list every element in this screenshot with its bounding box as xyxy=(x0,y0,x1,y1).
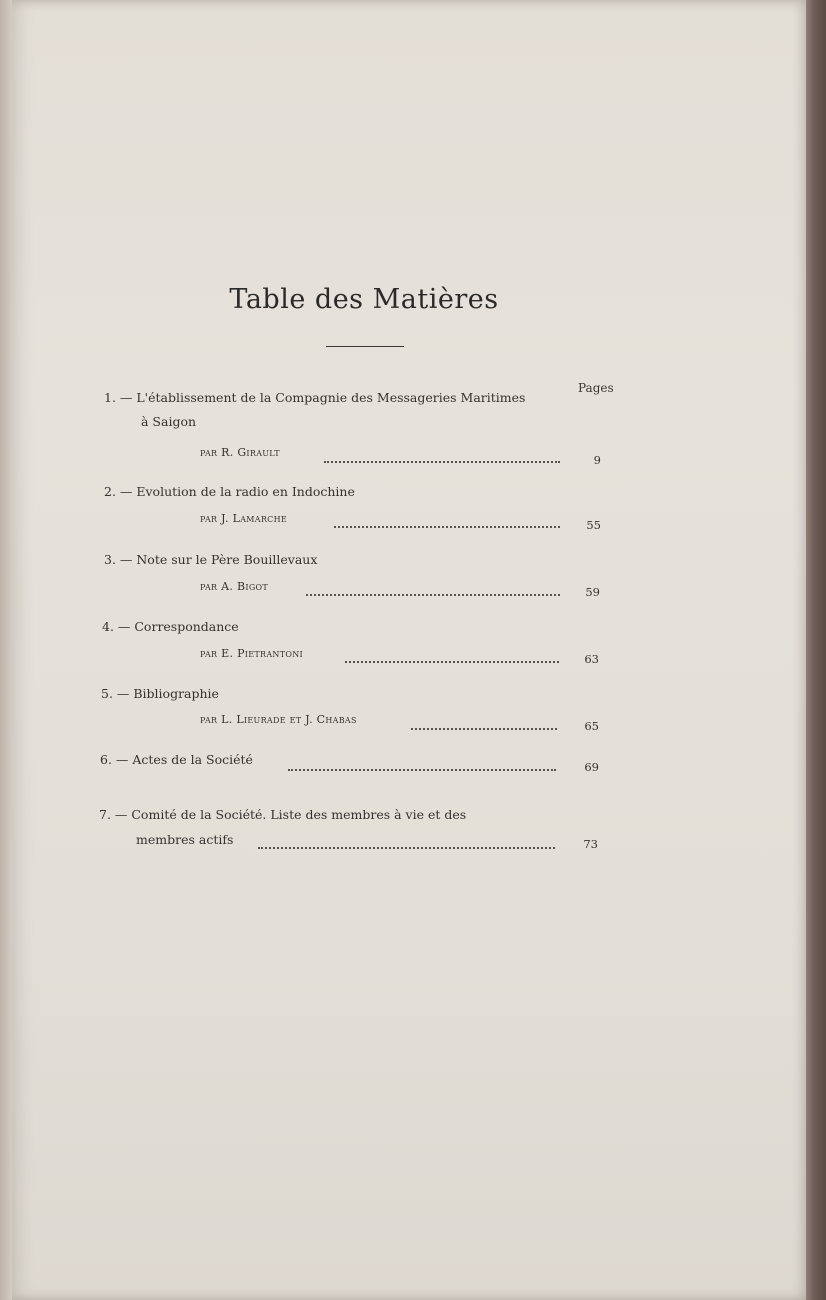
toc-entry-5-page: 65 xyxy=(584,719,599,733)
page-title: Table des Matières xyxy=(229,284,499,315)
book-spine xyxy=(806,0,826,1300)
document-page xyxy=(12,0,808,1300)
toc-entry-2-leader xyxy=(334,526,560,528)
pages-column-label: Pages xyxy=(578,381,614,395)
toc-entry-7-page: 73 xyxy=(583,837,598,851)
toc-entry-6-page: 69 xyxy=(584,760,599,774)
toc-entry-2-title: 2. — Evolution de la radio en Indochine xyxy=(104,484,355,499)
toc-entry-4-page: 63 xyxy=(584,652,599,666)
toc-entry-3-author: par A. Bigot xyxy=(200,580,269,593)
toc-entry-6-title: 6. — Actes de la Société xyxy=(100,752,253,767)
toc-entry-7-title: 7. — Comité de la Société. Liste des membres à vie et des xyxy=(99,807,467,822)
toc-entry-4-title: 4. — Correspondance xyxy=(102,619,239,634)
toc-entry-3-leader xyxy=(306,594,560,596)
toc-entry-5-leader xyxy=(411,728,557,730)
toc-entry-5-title: 5. — Bibliographie xyxy=(101,686,219,701)
toc-entry-4-leader xyxy=(345,661,559,663)
toc-entry-7-title-cont: membres actifs xyxy=(136,832,234,847)
toc-entry-4-author: par E. Pietrantoni xyxy=(200,647,303,660)
toc-entry-2-page: 55 xyxy=(586,518,601,532)
title-underline xyxy=(326,346,404,347)
toc-entry-5-author: par L. Lieurade et J. Chabas xyxy=(200,713,357,726)
toc-entry-3-title: 3. — Note sur le Père Bouillevaux xyxy=(104,552,318,567)
toc-entry-3-page: 59 xyxy=(585,585,600,599)
toc-entry-6-leader xyxy=(288,769,556,771)
toc-entry-2-author: par J. Lamarche xyxy=(200,512,288,525)
toc-entry-1-leader xyxy=(324,461,560,463)
toc-entry-7-leader xyxy=(258,847,555,849)
toc-entry-1-page: 9 xyxy=(593,453,601,467)
toc-entry-1-author: par R. Girault xyxy=(200,446,280,459)
toc-entry-1-title: 1. — L'établissement de la Compagnie des Messageries Maritimes xyxy=(104,390,526,405)
toc-entry-1-title-cont: à Saigon xyxy=(141,414,197,429)
